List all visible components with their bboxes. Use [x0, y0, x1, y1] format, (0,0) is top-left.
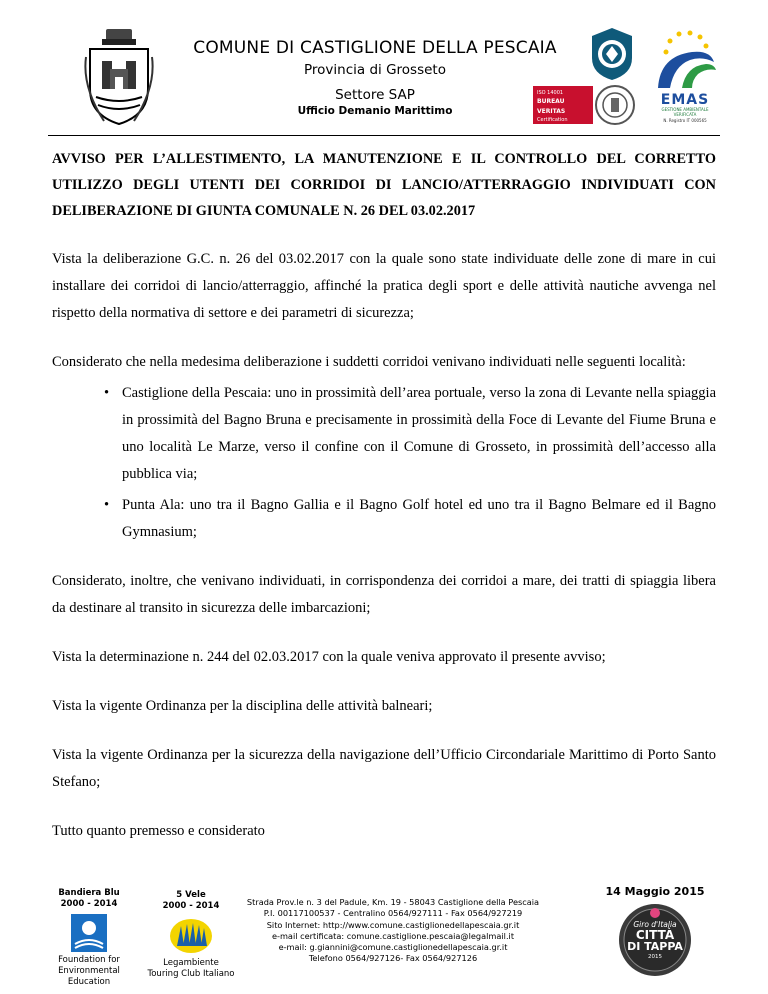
- list-item: • Castiglione della Pescaia: uno in prossimità dell’area portuale, verso la zona di Levante nella spiaggia in prossimità del Bagno Bruna e precisamente in prossimità della Foce di Levante del Fiume Bruna e uno località Le Marze, verso il confine con il Comune di Grosseto, in prossimità dell’accesso alla pubblica via;: [122, 380, 716, 488]
- paragraph-5: Vista la vigente Ordinanza per la disciplina delle attività balneari;: [52, 698, 433, 714]
- badge-line-2: CITTÀ: [635, 928, 675, 942]
- locations-list: [52, 380, 716, 546]
- document-title: AVVISO PER L’ALLESTIMENTO, LA MANUTENZIONE E IL CONTROLLO DEL CORRETTO UTILIZZO DEGLI UTENTI DEI CORRIDOI DI LANCIO/ATTERRAGGIO INDIVIDUATI CON DELIBERAZIONE DI GIUNTA COMUNALE N. 26 DEL 03.02.2017: [52, 151, 716, 219]
- email-line: e-mail: g.giannini@comune.castiglionedellapescaia.gr.it: [278, 942, 508, 953]
- address-line: Strada Prov.le n. 3 del Padule, Km. 19 - 58043 Castiglione della Pescaia: [246, 897, 540, 907]
- paragraph-7: Tutto quanto premesso e considerato: [52, 823, 265, 839]
- emas-subtitle: GESTIONE AMBIENTALE VERIFICATA: [661, 107, 709, 117]
- paragraph-4: Vista la determinazione n. 244 del 02.03.2017 con la quale veniva approvato il presente avviso;: [52, 649, 606, 665]
- header-divider: [48, 135, 720, 136]
- contact-details: [238, 897, 548, 965]
- website-line: Sito Internet: http://www.comune.castiglionedellapescaia.gr.it: [266, 919, 520, 930]
- bandiera-blu-years: 2000 - 2014: [60, 899, 118, 910]
- list-item: • Punta Ala: uno tra il Bagno Gallia e il Bagno Golf hotel ed uno tra il Bagno Belmare ed il Bagno Gymnasium;: [122, 492, 716, 546]
- fee-line-1: Foundation for: [58, 955, 120, 966]
- iso-certification-badge: [533, 86, 593, 124]
- badge-text: [618, 903, 692, 960]
- bandiera-blu-title: Bandiera Blu: [58, 888, 120, 898]
- vele-years: 2000 - 2014: [162, 901, 220, 912]
- fee-line-3: Education: [67, 977, 111, 988]
- paragraph-6: Vista la vigente Ordinanza per la sicurezza della navigazione dell’Ufficio Circondariale Marittimo di Porto Santo Stefano;: [52, 747, 716, 790]
- footer-date: 14 Maggio 2015: [605, 885, 705, 898]
- giro-italia-badge: [618, 903, 692, 977]
- paragraph-2: Considerato che nella medesima deliberazione i suddetti corridoi venivano individuati nelle seguenti località:: [52, 354, 686, 370]
- comune-name: COMUNE DI CASTIGLIONE DELLA PESCAIA: [193, 38, 557, 58]
- blue-flag-icon: [71, 914, 107, 952]
- document-body: [52, 146, 716, 845]
- badge-line-3: DI TAPPA: [627, 940, 683, 953]
- bureau-veritas-seal-icon: [594, 84, 636, 126]
- municipal-crest-logo: [84, 27, 154, 127]
- badge-line-4: 2015: [648, 954, 662, 960]
- accredia-seal-icon: [587, 26, 637, 82]
- letterhead-text: [175, 38, 575, 117]
- sails-icon: [169, 918, 213, 954]
- pec-email-line: e-mail certificata: comune.castiglione.pescaia@legalmail.it: [271, 930, 515, 941]
- touring-club-label: Touring Club Italiano: [147, 969, 235, 980]
- paragraph-1: Vista la deliberazione G.C. n. 26 del 03.02.2017 con la quale sono state individuate delle zone di mare in cui installare dei corridoi di lancio/atterraggio, affinché la pratica degli sport e delle attività nautiche avvenga nel rispetto della normativa di settore e dei parametri di sicurezza;: [52, 251, 716, 321]
- iso-label: ISO 14001: [537, 90, 564, 96]
- emas-title: EMAS: [660, 92, 710, 108]
- bandiera-blu-award: [50, 888, 128, 988]
- emas-registration: N. Registro IT 000565: [663, 117, 707, 123]
- legambiente-label: Legambiente: [163, 958, 219, 969]
- bureau-veritas-label: BUREAU VERITAS: [537, 98, 566, 115]
- fee-line-2: Environmental: [58, 966, 120, 977]
- telephone-line: Telefono 0564/927126- Fax 0564/927126: [308, 953, 478, 964]
- emas-label: [652, 92, 718, 123]
- vele-title: 5 Vele: [176, 890, 206, 900]
- cinque-vele-award: [145, 890, 237, 980]
- badge-line-1: Giro d'Italia: [633, 920, 677, 929]
- vat-phone-line: P.I. 00117100537 - Centralino 0564/927111 - Fax 0564/927219: [263, 908, 523, 919]
- ufficio-name: Ufficio Demanio Marittimo: [297, 105, 453, 117]
- paragraph-3: Considerato, inoltre, che venivano individuati, in corrispondenza dei corridoi a mare, dei tratti di spiaggia libera da destinare al transito in sicurezza delle imbarcazioni;: [52, 573, 716, 616]
- certification-label: Certification: [537, 117, 568, 124]
- provincia-name: Provincia di Grosseto: [304, 62, 446, 78]
- emas-logo-icon: [652, 26, 718, 90]
- settore-name: Settore SAP: [335, 87, 415, 103]
